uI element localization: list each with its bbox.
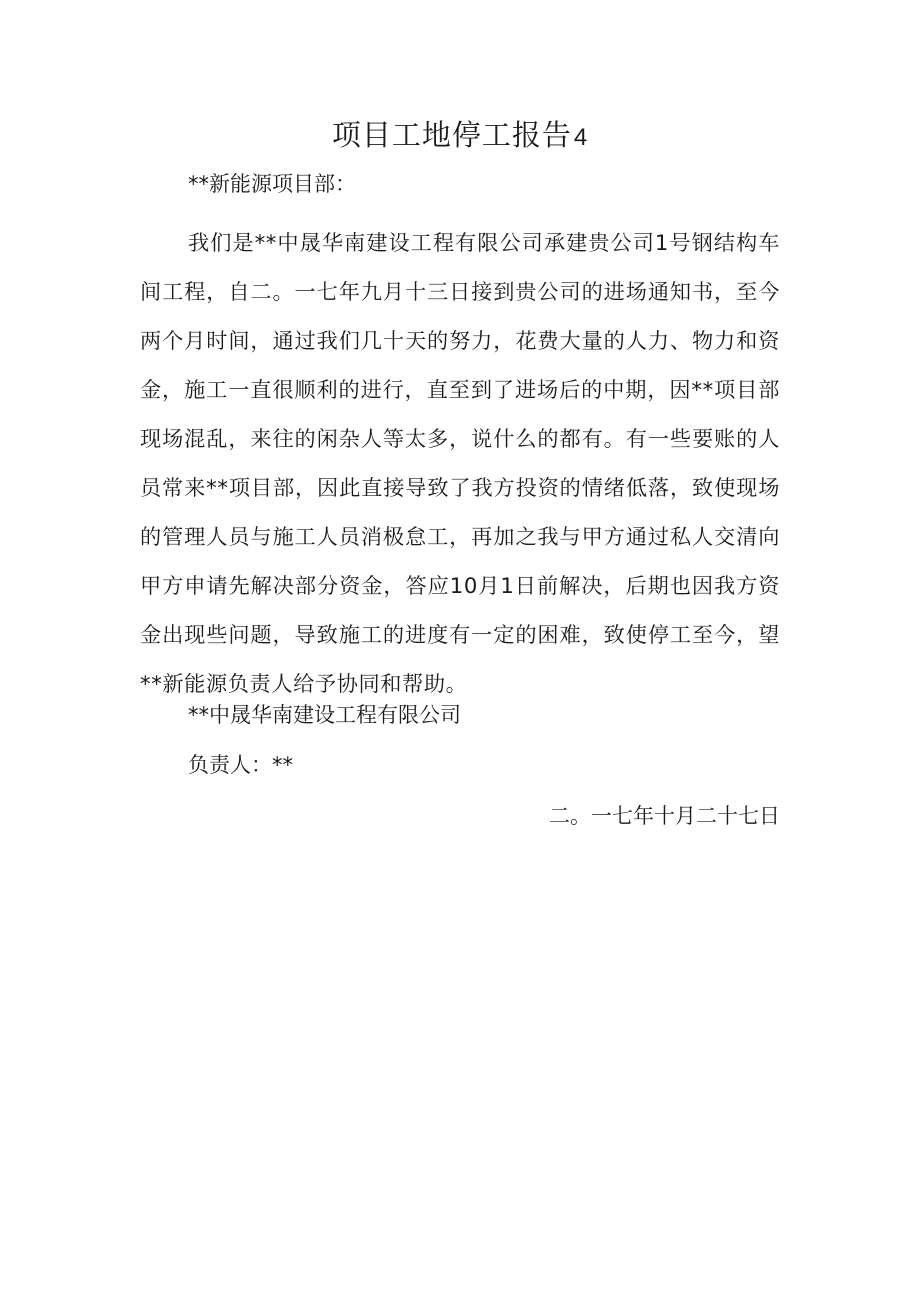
document-title-text: 项目工地停工报告 bbox=[331, 118, 572, 152]
document-title bbox=[0, 112, 920, 161]
signature-company: **中晟华南建设工程有限公司 bbox=[188, 703, 461, 727]
document-date: 二。一七年十月二十七日 bbox=[549, 804, 780, 828]
signature-person: 负责人：** bbox=[188, 753, 293, 777]
body-paragraph: 我们是**中晟华南建设工程有限公司承建贵公司1号钢结构车间工程，自二。一七年九月十三日接到贵公司的进场通知书，至今两个月时间，通过我们几十天的努力，花费大量的人力、物力和资金，施工一直很顺利的进行，直至到了进场后的中期，因**项目部现场混乱，来往的闲杂人等太多，说什么的都有。有一些要账的人员常来**项目部，因此直接导致了我方投资的情绪低落，致使现场的管理人员与施工人员消极怠工，再加之我与甲方通过私人交清向甲方申请先解决部分资金，答应10月1日前解决，后期也因我方资金出现些问题，导致施工的进度有一定的困难，致使停工至今，望**新能源负责人给予协同和帮助。 bbox=[140, 230, 780, 696]
document-title-suffix: 4 bbox=[573, 124, 589, 151]
salutation: **新能源项目部： bbox=[188, 172, 356, 196]
